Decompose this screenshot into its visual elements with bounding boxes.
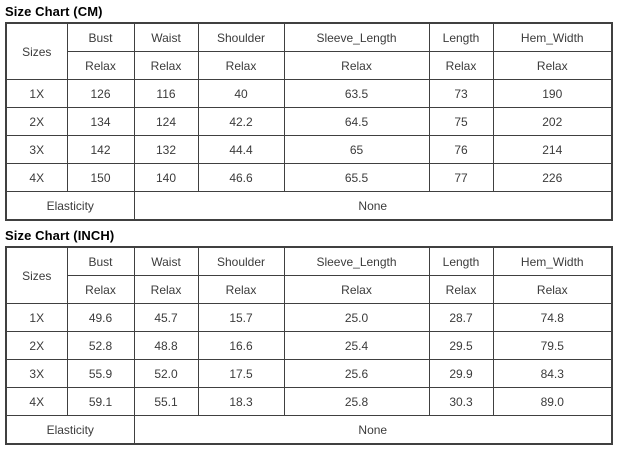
fit-label-cell: Relax xyxy=(429,276,493,304)
fit-label-cell: Relax xyxy=(493,52,612,80)
value-cell: 25.6 xyxy=(284,360,429,388)
value-cell: 202 xyxy=(493,108,612,136)
fit-row xyxy=(6,276,612,304)
table-row xyxy=(6,164,612,192)
value-cell: 142 xyxy=(67,136,134,164)
table-row xyxy=(6,136,612,164)
table-row xyxy=(6,332,612,360)
value-cell: 214 xyxy=(493,136,612,164)
fit-label-cell: Relax xyxy=(198,52,284,80)
column-header-bust: Bust xyxy=(67,23,134,52)
value-cell: 65.5 xyxy=(284,164,429,192)
value-cell: 25.0 xyxy=(284,304,429,332)
size-cell: 4X xyxy=(6,164,67,192)
value-cell: 48.8 xyxy=(134,332,198,360)
value-cell: 84.3 xyxy=(493,360,612,388)
fit-label-cell: Relax xyxy=(429,52,493,80)
fit-label-cell: Relax xyxy=(493,276,612,304)
table-row xyxy=(6,108,612,136)
size-cell: 1X xyxy=(6,80,67,108)
footer-row xyxy=(6,192,612,221)
value-cell: 73 xyxy=(429,80,493,108)
fit-label-cell: Relax xyxy=(67,276,134,304)
size-cell: 3X xyxy=(6,360,67,388)
value-cell: 140 xyxy=(134,164,198,192)
value-cell: 30.3 xyxy=(429,388,493,416)
value-cell: 55.1 xyxy=(134,388,198,416)
size-cell: 2X xyxy=(6,108,67,136)
column-header-length: Length xyxy=(429,23,493,52)
size-cell: 4X xyxy=(6,388,67,416)
value-cell: 25.4 xyxy=(284,332,429,360)
size-cell: 2X xyxy=(6,332,67,360)
value-cell: 55.9 xyxy=(67,360,134,388)
elasticity-label-cell: Elasticity xyxy=(6,192,134,221)
column-header-waist: Waist xyxy=(134,23,198,52)
value-cell: 134 xyxy=(67,108,134,136)
value-cell: 126 xyxy=(67,80,134,108)
column-header-bust: Bust xyxy=(67,247,134,276)
column-header-sleeve-length: Sleeve_Length xyxy=(284,247,429,276)
value-cell: 45.7 xyxy=(134,304,198,332)
size-chart-inch-title: Size Chart (INCH) xyxy=(5,228,115,243)
size-cell: 3X xyxy=(6,136,67,164)
value-cell: 74.8 xyxy=(493,304,612,332)
value-cell: 77 xyxy=(429,164,493,192)
fit-label-cell: Relax xyxy=(134,52,198,80)
value-cell: 79.5 xyxy=(493,332,612,360)
value-cell: 59.1 xyxy=(67,388,134,416)
value-cell: 226 xyxy=(493,164,612,192)
value-cell: 190 xyxy=(493,80,612,108)
column-header-shoulder: Shoulder xyxy=(198,23,284,52)
footer-row xyxy=(6,416,612,445)
value-cell: 15.7 xyxy=(198,304,284,332)
value-cell: 76 xyxy=(429,136,493,164)
elasticity-value-cell: None xyxy=(134,192,612,221)
value-cell: 52.8 xyxy=(67,332,134,360)
value-cell: 65 xyxy=(284,136,429,164)
fit-label-cell: Relax xyxy=(284,52,429,80)
value-cell: 44.4 xyxy=(198,136,284,164)
corner-header-sizes: Sizes xyxy=(6,247,67,304)
fit-label-cell: Relax xyxy=(284,276,429,304)
column-header-sleeve-length: Sleeve_Length xyxy=(284,23,429,52)
table-row xyxy=(6,360,612,388)
value-cell: 75 xyxy=(429,108,493,136)
size-chart-cm-table xyxy=(5,22,613,221)
value-cell: 18.3 xyxy=(198,388,284,416)
value-cell: 28.7 xyxy=(429,304,493,332)
value-cell: 116 xyxy=(134,80,198,108)
value-cell: 40 xyxy=(198,80,284,108)
fit-label-cell: Relax xyxy=(67,52,134,80)
value-cell: 29.9 xyxy=(429,360,493,388)
header-row xyxy=(6,247,612,276)
column-header-hem-width: Hem_Width xyxy=(493,247,612,276)
value-cell: 17.5 xyxy=(198,360,284,388)
size-chart-cm-section xyxy=(5,4,619,221)
value-cell: 150 xyxy=(67,164,134,192)
value-cell: 16.6 xyxy=(198,332,284,360)
table-row xyxy=(6,304,612,332)
value-cell: 29.5 xyxy=(429,332,493,360)
corner-header-sizes: Sizes xyxy=(6,23,67,80)
column-header-hem-width: Hem_Width xyxy=(493,23,612,52)
table-row xyxy=(6,80,612,108)
value-cell: 25.8 xyxy=(284,388,429,416)
value-cell: 89.0 xyxy=(493,388,612,416)
fit-label-cell: Relax xyxy=(198,276,284,304)
elasticity-value-cell: None xyxy=(134,416,612,445)
column-header-shoulder: Shoulder xyxy=(198,247,284,276)
table-row xyxy=(6,388,612,416)
value-cell: 63.5 xyxy=(284,80,429,108)
column-header-length: Length xyxy=(429,247,493,276)
value-cell: 132 xyxy=(134,136,198,164)
value-cell: 42.2 xyxy=(198,108,284,136)
header-row xyxy=(6,23,612,52)
elasticity-label-cell: Elasticity xyxy=(6,416,134,445)
size-chart-inch-table xyxy=(5,246,613,445)
size-cell: 1X xyxy=(6,304,67,332)
size-chart-cm-title: Size Chart (CM) xyxy=(5,4,103,19)
column-header-waist: Waist xyxy=(134,247,198,276)
value-cell: 52.0 xyxy=(134,360,198,388)
value-cell: 46.6 xyxy=(198,164,284,192)
value-cell: 64.5 xyxy=(284,108,429,136)
value-cell: 49.6 xyxy=(67,304,134,332)
fit-row xyxy=(6,52,612,80)
fit-label-cell: Relax xyxy=(134,276,198,304)
value-cell: 124 xyxy=(134,108,198,136)
size-chart-inch-section xyxy=(5,228,619,445)
